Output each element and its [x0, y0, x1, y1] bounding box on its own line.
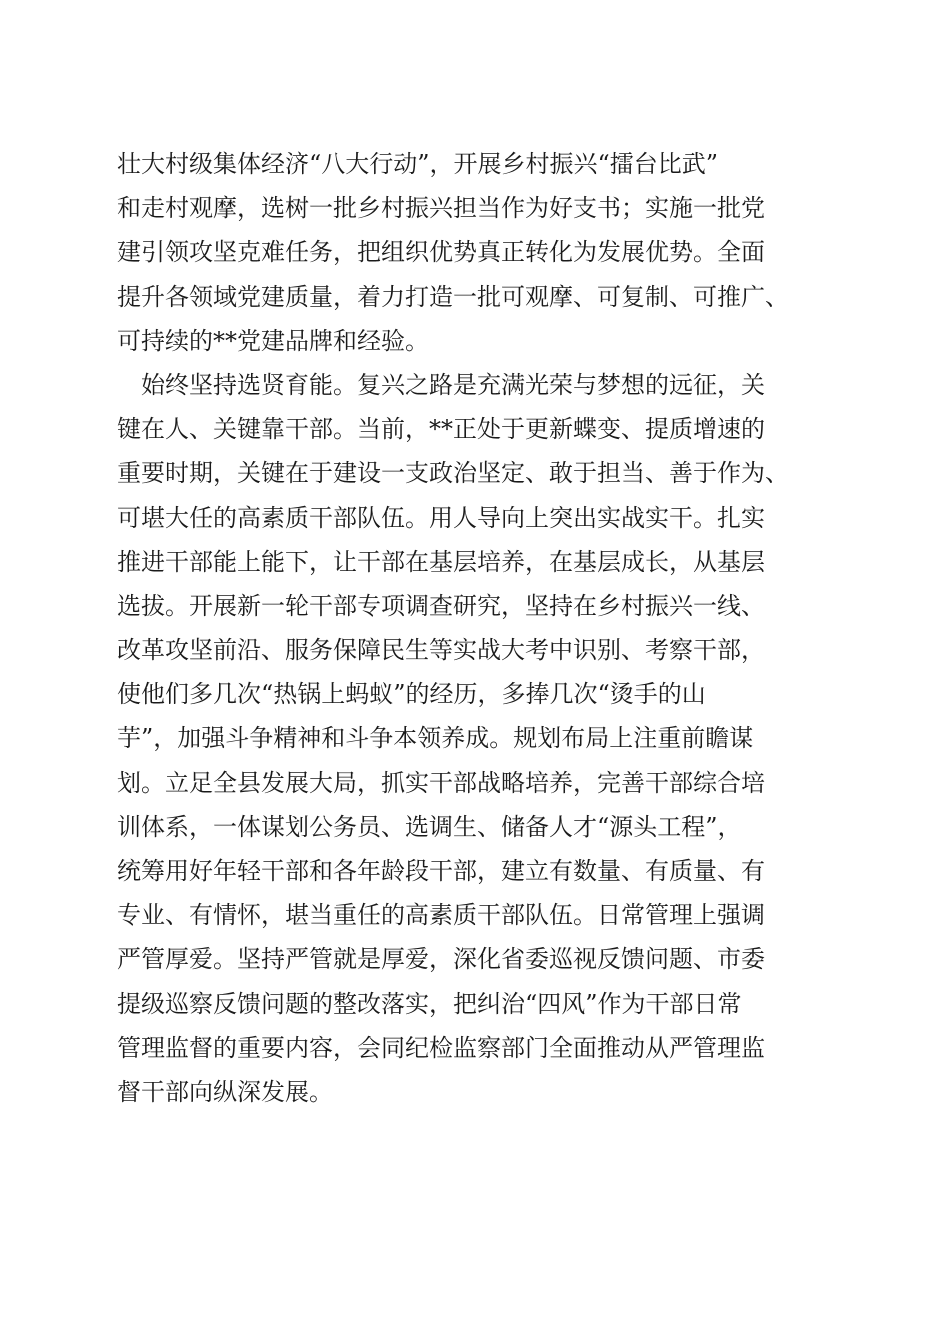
text-line: 使他们多几次“热锅上蚂蚁”的经历，多捧几次“烫手的山 — [117, 680, 706, 709]
text-line: 专业、有情怀，堪当重任的高素质干部队伍。日常管理上强调 — [117, 901, 765, 930]
paragraph-cadre-selection — [117, 363, 847, 1114]
text-line: 提级巡察反馈问题的整改落实，把纠治“四风”作为干部日常 — [117, 989, 742, 1018]
text-line: 键在人、关键靠干部。当前，**正处于更新蝶变、提质增速的 — [117, 415, 765, 444]
text-line: 严管厚爱。坚持严管就是厚爱，深化省委巡视反馈问题、市委 — [117, 945, 765, 974]
text-line: 和走村观摩，选树一批乡村振兴担当作为好支书；实施一批党 — [117, 194, 765, 223]
text-line: 始终坚持选贤育能。复兴之路是充满光荣与梦想的远征，关 — [117, 370, 765, 399]
body-text — [117, 142, 847, 1114]
text-line: 重要时期，关键在于建设一支政治坚定、敢于担当、善于作为、 — [117, 459, 789, 488]
text-line: 可持续的**党建品牌和经验。 — [117, 326, 429, 355]
text-line: 训体系，一体谋划公务员、选调生、储备人才“源头工程”， — [117, 812, 742, 841]
text-line: 划。立足全县发展大局，抓实干部战略培养，完善干部综合培 — [117, 768, 765, 797]
text-line: 提升各领域党建质量，着力打造一批可观摩、可复制、可推广、 — [117, 282, 789, 311]
text-line: 可堪大任的高素质干部队伍。用人导向上突出实战实干。扎实 — [117, 503, 765, 532]
text-line: 建引领攻坚克难任务，把组织优势真正转化为发展优势。全面 — [117, 238, 765, 267]
text-line: 改革攻坚前沿、服务保障民生等实战大考中识别、考察干部， — [117, 636, 765, 665]
text-line: 壮大村级集体经济“八大行动”，开展乡村振兴“擂台比武” — [117, 150, 719, 178]
text-line: 督干部向纵深发展。 — [117, 1077, 333, 1106]
paragraph-party-building — [117, 142, 847, 363]
text-line: 推进干部能上能下，让干部在基层培养，在基层成长，从基层 — [117, 547, 765, 576]
text-line: 统筹用好年轻干部和各年龄段干部，建立有数量、有质量、有 — [117, 857, 765, 885]
text-line: 管理监督的重要内容，会同纪检监察部门全面推动从严管理监 — [117, 1033, 765, 1062]
text-line: 选拔。开展新一轮干部专项调查研究，坚持在乡村振兴一线、 — [117, 591, 765, 620]
text-line: 芋”，加强斗争精神和斗争本领养成。规划布局上注重前瞻谋 — [117, 724, 754, 753]
